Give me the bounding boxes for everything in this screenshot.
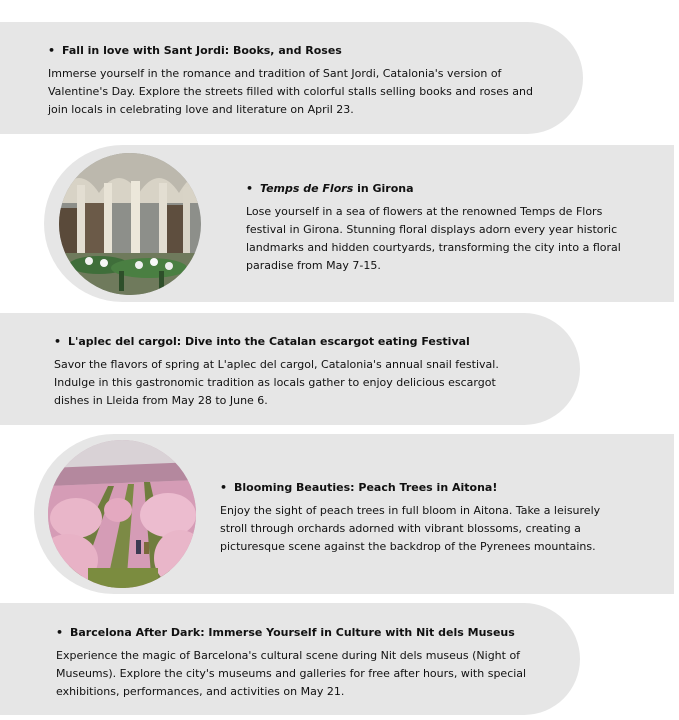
event-description: Savor the flavors of spring at L'aplec del cargol, Catalonia's annual snail festival. Indulge in this gastronomic tradition as locals gather to enjoy delicious escargot dishes in Lleida from May 28 to June 6. bbox=[54, 358, 499, 407]
event-title: • Barcelona After Dark: Immerse Yourself in Culture with Nit dels Museus bbox=[56, 626, 515, 639]
cloister-flowers-photo bbox=[59, 153, 201, 295]
bullet: • bbox=[56, 626, 64, 639]
event-card-temps-de-flors bbox=[44, 145, 674, 302]
bullet: • bbox=[220, 481, 228, 494]
event-description: Experience the magic of Barcelona's cultural scene during Nit dels museus (Night of Museums). Explore the city's museums and galleries for free after hours, with special exhibitions, performances, and activities on May 21. bbox=[56, 649, 527, 698]
event-card-sant-jordi bbox=[0, 22, 583, 134]
event-title: • Blooming Beauties: Peach Trees in Aitona! bbox=[220, 481, 498, 494]
event-card-peach-trees bbox=[34, 434, 674, 594]
bullet: • bbox=[48, 44, 56, 57]
bullet: • bbox=[246, 182, 254, 195]
event-card-nit-dels-museus bbox=[0, 603, 580, 715]
event-title: • Temps de Flors in Girona bbox=[246, 182, 414, 195]
event-description: Enjoy the sight of peach trees in full bloom in Aitona. Take a leisurely stroll through orchards adorned with vibrant blossoms, creating a picturesque scene against the backdrop of the Pyrenees mountains. bbox=[220, 504, 601, 553]
peach-orchard-photo bbox=[48, 440, 196, 588]
event-description: Immerse yourself in the romance and tradition of Sant Jordi, Catalonia's version of Valentine's Day. Explore the streets filled with colorful stalls selling books and roses and join locals in celebrating love and literature on April 23. bbox=[48, 67, 533, 116]
event-card-aplec-del-cargol bbox=[0, 313, 580, 425]
event-title: • L'aplec del cargol: Dive into the Catalan escargot eating Festival bbox=[54, 335, 470, 348]
bullet: • bbox=[54, 335, 62, 348]
event-title: • Fall in love with Sant Jordi: Books, and Roses bbox=[48, 44, 342, 57]
event-description: Lose yourself in a sea of flowers at the renowned Temps de Flors festival in Girona. Stunning floral displays adorn every year historic landmarks and hidden courtyards, transforming the city into a floral paradise from May 7-15. bbox=[246, 205, 621, 272]
